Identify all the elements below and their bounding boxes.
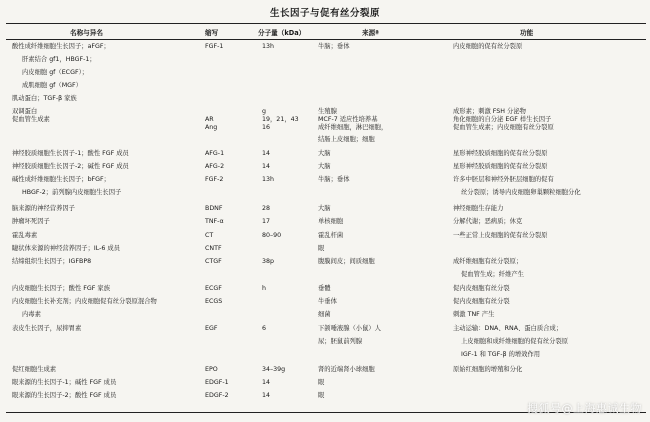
cell-source: 单核细胞	[318, 218, 344, 225]
cell-function: 内皮细胞的促有丝分裂原	[453, 43, 523, 50]
cell-mw: 14	[262, 150, 271, 157]
cell-name: 表皮生长因子，尿抑胃素	[12, 325, 82, 332]
cell-abbr: AR	[205, 116, 214, 123]
cell-mw: 34–39g	[262, 366, 286, 373]
cell-name: 霍乱毒素	[12, 232, 38, 239]
cell-mw: 13h	[262, 43, 275, 50]
cell-name: 内皮细胞 gf（ECGF）；	[22, 69, 89, 76]
cell-abbr: EGF	[205, 325, 218, 332]
cell-source: 牛垂体	[318, 298, 337, 305]
cell-function: 促内皮细胞有丝分裂	[453, 285, 510, 292]
cell-mw: 16	[262, 124, 271, 131]
cell-function: 星形神经胶质细胞的促有丝分裂原	[453, 163, 548, 170]
cell-name: 碱性成纤维细胞生长因子；bFGF；	[12, 176, 110, 183]
cell-source: 大脑	[318, 163, 331, 170]
cell-name: 神经胶质细胞生长因子-2；碱性 FGF 成员	[12, 163, 129, 170]
header-mw: 分子量（kDa）	[258, 29, 306, 37]
cell-source: 结肠上皮细胞；细胞	[318, 136, 375, 143]
cell-name: 促红细胞生成素	[12, 366, 57, 373]
cell-function: 一些正常上皮细胞的促有丝分裂原	[453, 232, 548, 239]
cell-source: 细菌	[318, 311, 331, 318]
cell-function: 刺激 TNF 产生	[453, 311, 495, 318]
cell-name: 双调蛋白	[12, 108, 38, 115]
cell-name: 成肌细胞 gf（MGF）	[22, 82, 82, 89]
cell-function: 许多中胚层和神经外胚层细胞的促有	[453, 176, 554, 183]
cell-abbr: ECGF	[205, 285, 222, 292]
cell-mw: 14	[262, 392, 271, 399]
cell-name: HBGF-2；前列腺内皮细胞生长因子	[22, 189, 122, 196]
cell-mw: 38p	[262, 258, 275, 265]
cell-source: 霍乱杆菌	[318, 232, 344, 239]
cell-name: 内皮细胞生长补充剂；内皮细胞促有丝分裂原混合物	[12, 298, 157, 305]
cell-abbr: Ang	[205, 124, 218, 131]
cell-function: 分解代谢；恶病质；休克	[453, 218, 523, 225]
cell-mw: 28	[262, 205, 271, 212]
cell-abbr: CTGF	[205, 258, 222, 265]
cell-name: 内皮细胞生长因子；酸性 FGF 家族	[12, 285, 110, 292]
cell-name: 酸性成纤维细胞生长因子；aFGF；	[12, 43, 110, 50]
cell-function: 促内皮细胞有丝分裂	[453, 298, 510, 305]
cell-name: 结缔组织生长因子；IGFBP8	[12, 258, 92, 265]
cell-name: 神经胶质细胞生长因子-1；酸性 FGF 成员	[12, 150, 129, 157]
cell-name: 眼来源的生长因子-2；酸性 FGF 成员	[12, 392, 117, 399]
cell-function: IGF-1 和 TGF-β 的增效作用	[461, 351, 541, 358]
cell-source: 大脑	[318, 205, 331, 212]
cell-source: 腹膜间皮；间质细胞	[318, 258, 375, 265]
header-name: 名称与异名	[70, 29, 103, 37]
cell-abbr: EPO	[205, 366, 218, 373]
table-title: 生长因子与促有丝分裂原	[269, 8, 380, 19]
cell-mw: g	[262, 108, 266, 115]
cell-source: 眼	[318, 245, 325, 252]
cell-mw: 80–90	[262, 232, 282, 239]
cell-function: 促血管生成素；内皮细胞有丝分裂原	[453, 124, 554, 131]
watermark: 搜狐号@上海惠诚生物	[527, 402, 642, 415]
cell-source: 成纤维细胞，淋巴细胞，	[318, 124, 388, 131]
cell-abbr: FGF-2	[205, 176, 224, 183]
cell-abbr: FGF-1	[205, 43, 224, 50]
cell-source: MCF-7 适应性培养基	[318, 116, 378, 123]
cell-abbr: AFG-1	[205, 150, 225, 157]
cell-abbr: ECGS	[205, 298, 223, 305]
cell-mw: 13h	[262, 176, 275, 183]
cell-abbr: AFG-2	[205, 163, 225, 170]
top-rule	[6, 23, 646, 24]
cell-name: 促血管生成素	[12, 116, 50, 123]
cell-name: 脑来源的神经营养因子	[12, 205, 75, 212]
cell-name: 肝素结合 gf1，HBGF-1；	[22, 56, 96, 63]
cell-source: 尿；胚鼠前列腺	[318, 338, 363, 345]
cell-name: 肿瘤坏死因子	[12, 218, 50, 225]
cell-function: 丝分裂原；诱导内皮细胞卵巢颗粒细胞分化	[461, 189, 581, 196]
cell-mw: 17	[262, 218, 271, 225]
cell-name: 睫状体来源的神经营养因子；IL-6 成员	[12, 245, 120, 252]
cell-source: 生殖腺	[318, 108, 337, 115]
cell-name: 内毒素	[22, 311, 41, 318]
cell-mw: 6	[262, 325, 267, 332]
header-function: 功能	[520, 29, 534, 37]
cell-function: 角化细胞的自分泌 EGF 样生长因子	[453, 116, 552, 123]
cell-mw: 19，21，43	[262, 116, 299, 123]
cell-function: 主动运输：DNA、RNA、蛋白质合成；	[453, 325, 563, 332]
cell-function: 成形素；刺激 FSH 分泌物	[453, 108, 526, 115]
header-source: 来源ª	[362, 29, 379, 37]
cell-function: 神经细胞生存能力	[453, 205, 504, 212]
cell-source: 肾的近端肾小球细胞	[318, 366, 375, 373]
cell-abbr: TNF-α	[205, 218, 224, 225]
cell-function: 原始红细胞的增殖和分化	[453, 366, 523, 373]
cell-function: 星形神经胶质细胞的促有丝分裂原	[453, 150, 548, 157]
cell-source: 下颌唾液腺（小鼠）人	[318, 325, 381, 332]
cell-function: 上皮细胞和成纤维细胞的促有丝分裂原	[461, 338, 569, 345]
cell-source: 牛脑；垂体	[318, 176, 350, 183]
cell-abbr: CNTF	[205, 245, 222, 252]
cell-abbr: EDGF-2	[205, 392, 229, 399]
cell-name: 肌动蛋白；TGF-β 家族	[12, 95, 77, 102]
cell-mw: h	[262, 285, 266, 292]
cell-name: 眼来源的生长因子-1；碱性 FGF 成员	[12, 379, 117, 386]
cell-mw: 14	[262, 379, 271, 386]
cell-abbr: CT	[205, 232, 214, 239]
header-rule	[6, 39, 646, 40]
cell-abbr: EDGF-1	[205, 379, 229, 386]
cell-abbr: BDNF	[205, 205, 223, 212]
cell-function: 促血管生成；纤维产生	[461, 271, 524, 278]
cell-function: 成纤维细胞有丝分裂原；	[453, 258, 523, 265]
cell-source: 眼	[318, 379, 325, 386]
cell-mw: 14	[262, 163, 271, 170]
cell-source: 大脑	[318, 150, 331, 157]
cell-source: 眼	[318, 392, 325, 399]
cell-source: 牛脑；垂体	[318, 43, 350, 50]
header-abbr: 缩写	[205, 29, 219, 37]
cell-source: 垂體	[318, 285, 331, 292]
